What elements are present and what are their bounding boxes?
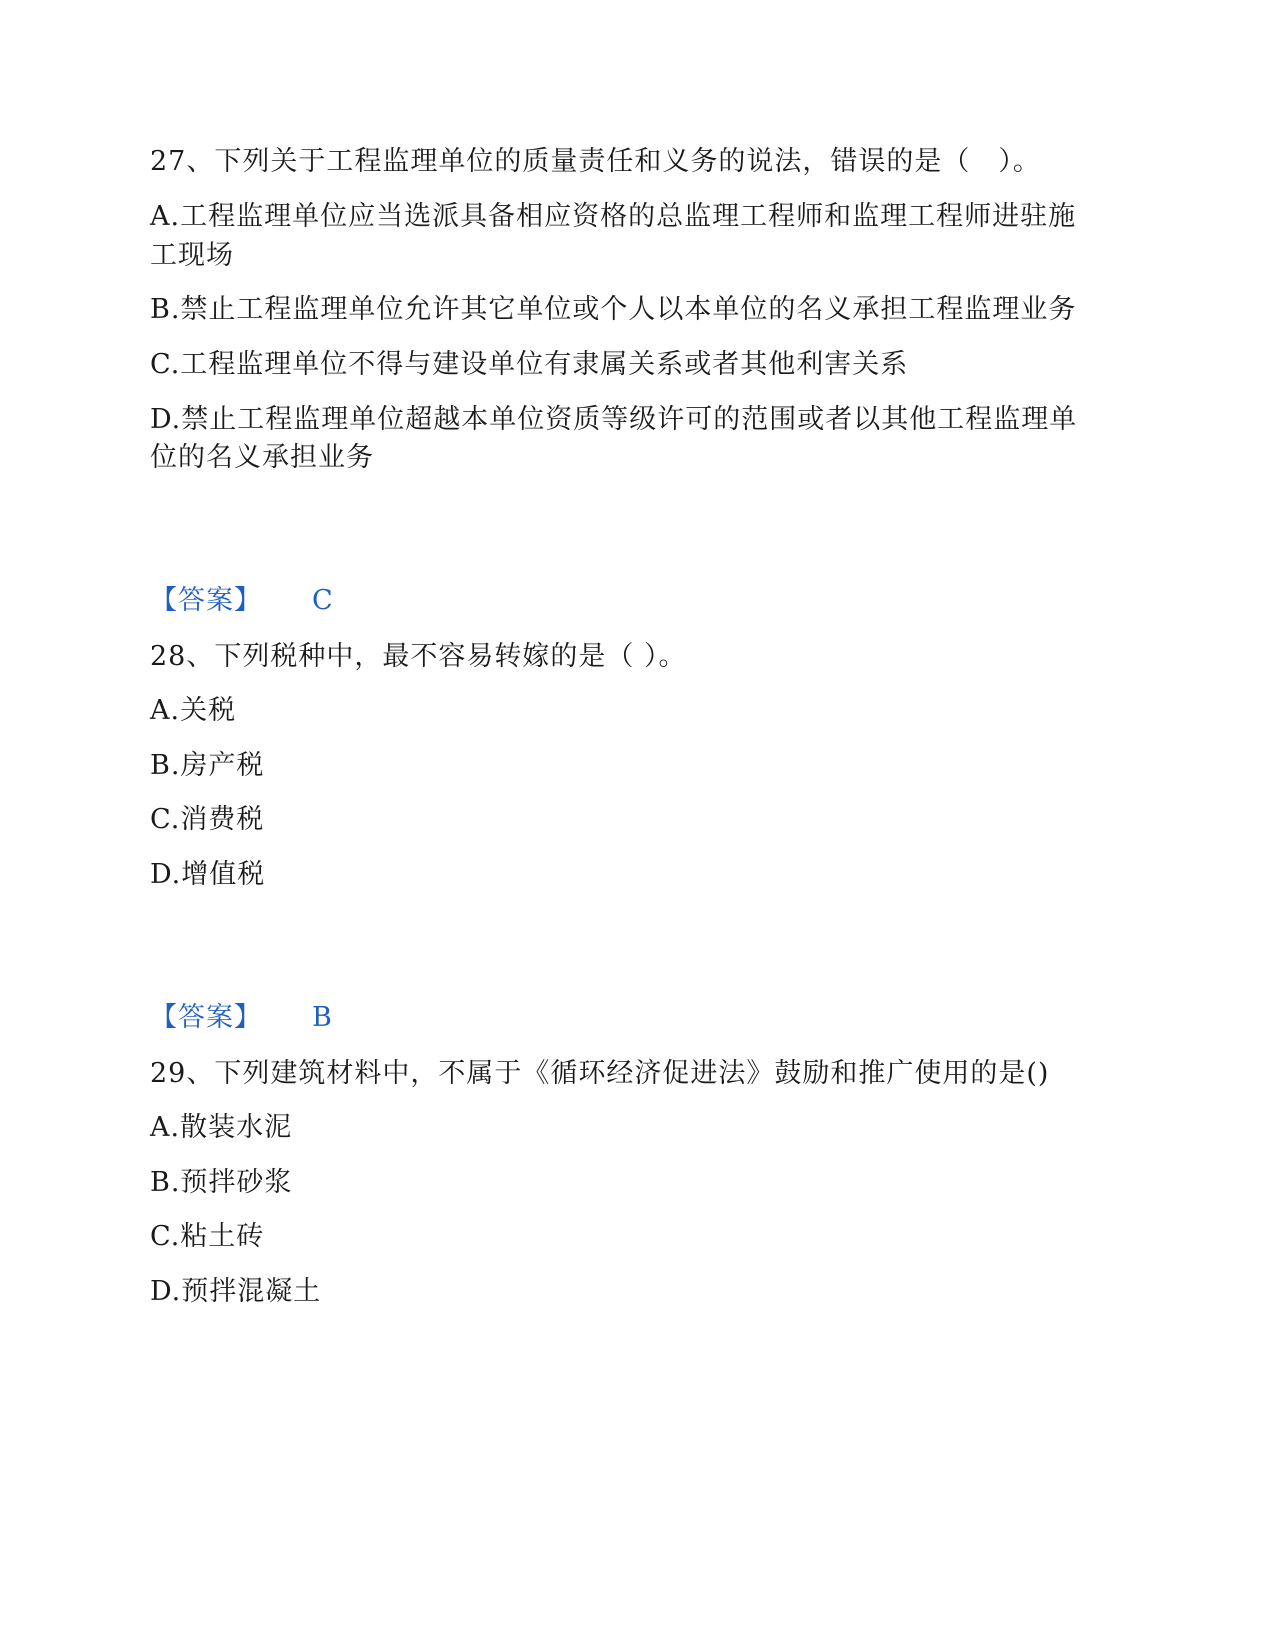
question-29-option-c: C.粘土砖 xyxy=(150,1221,265,1252)
question-27-option-b: B.禁止工程监理单位允许其它单位或个人以本单位的名义承担工程监理业务 xyxy=(150,294,1077,325)
question-28-option-b: B.房产税 xyxy=(150,750,265,781)
question-29-option-d: D.预拌混凝土 xyxy=(150,1276,322,1307)
question-27-stem: 27、下列关于工程监理单位的质量责任和义务的说法，错误的是（ ）。 xyxy=(150,146,1041,177)
question-28-option-a: A.关税 xyxy=(150,695,237,726)
question-29-option-a: A.散装水泥 xyxy=(150,1112,293,1143)
question-28-answer xyxy=(150,998,333,1038)
answer-label: 【答案】 xyxy=(150,585,262,616)
question-27-answer xyxy=(150,581,334,621)
question-29-option-b: B.预拌砂浆 xyxy=(150,1167,293,1198)
document-page xyxy=(150,0,1130,1650)
question-28-option-d: D.增值税 xyxy=(150,859,266,890)
answer-value: C xyxy=(312,585,334,616)
question-27-option-c: C.工程监理单位不得与建设单位有隶属关系或者其他利害关系 xyxy=(150,349,909,380)
question-27-option-a-cont: 工现场 xyxy=(150,240,234,271)
question-29-stem: 29、下列建筑材料中，不属于《循环经济促进法》鼓励和推广使用的是() xyxy=(150,1058,1050,1089)
question-28-stem: 28、下列税种中，最不容易转嫁的是（ ）。 xyxy=(150,641,687,672)
question-28-option-c: C.消费税 xyxy=(150,804,265,835)
answer-label: 【答案】 xyxy=(150,1002,262,1033)
answer-value: B xyxy=(312,1002,333,1033)
question-27-option-d-cont: 位的名义承担业务 xyxy=(150,442,374,473)
question-27-option-a: A.工程监理单位应当选派具备相应资格的总监理工程师和监理工程师进驻施 xyxy=(150,201,1077,232)
question-27-option-d: D.禁止工程监理单位超越本单位资质等级许可的范围或者以其他工程监理单 xyxy=(150,404,1078,435)
